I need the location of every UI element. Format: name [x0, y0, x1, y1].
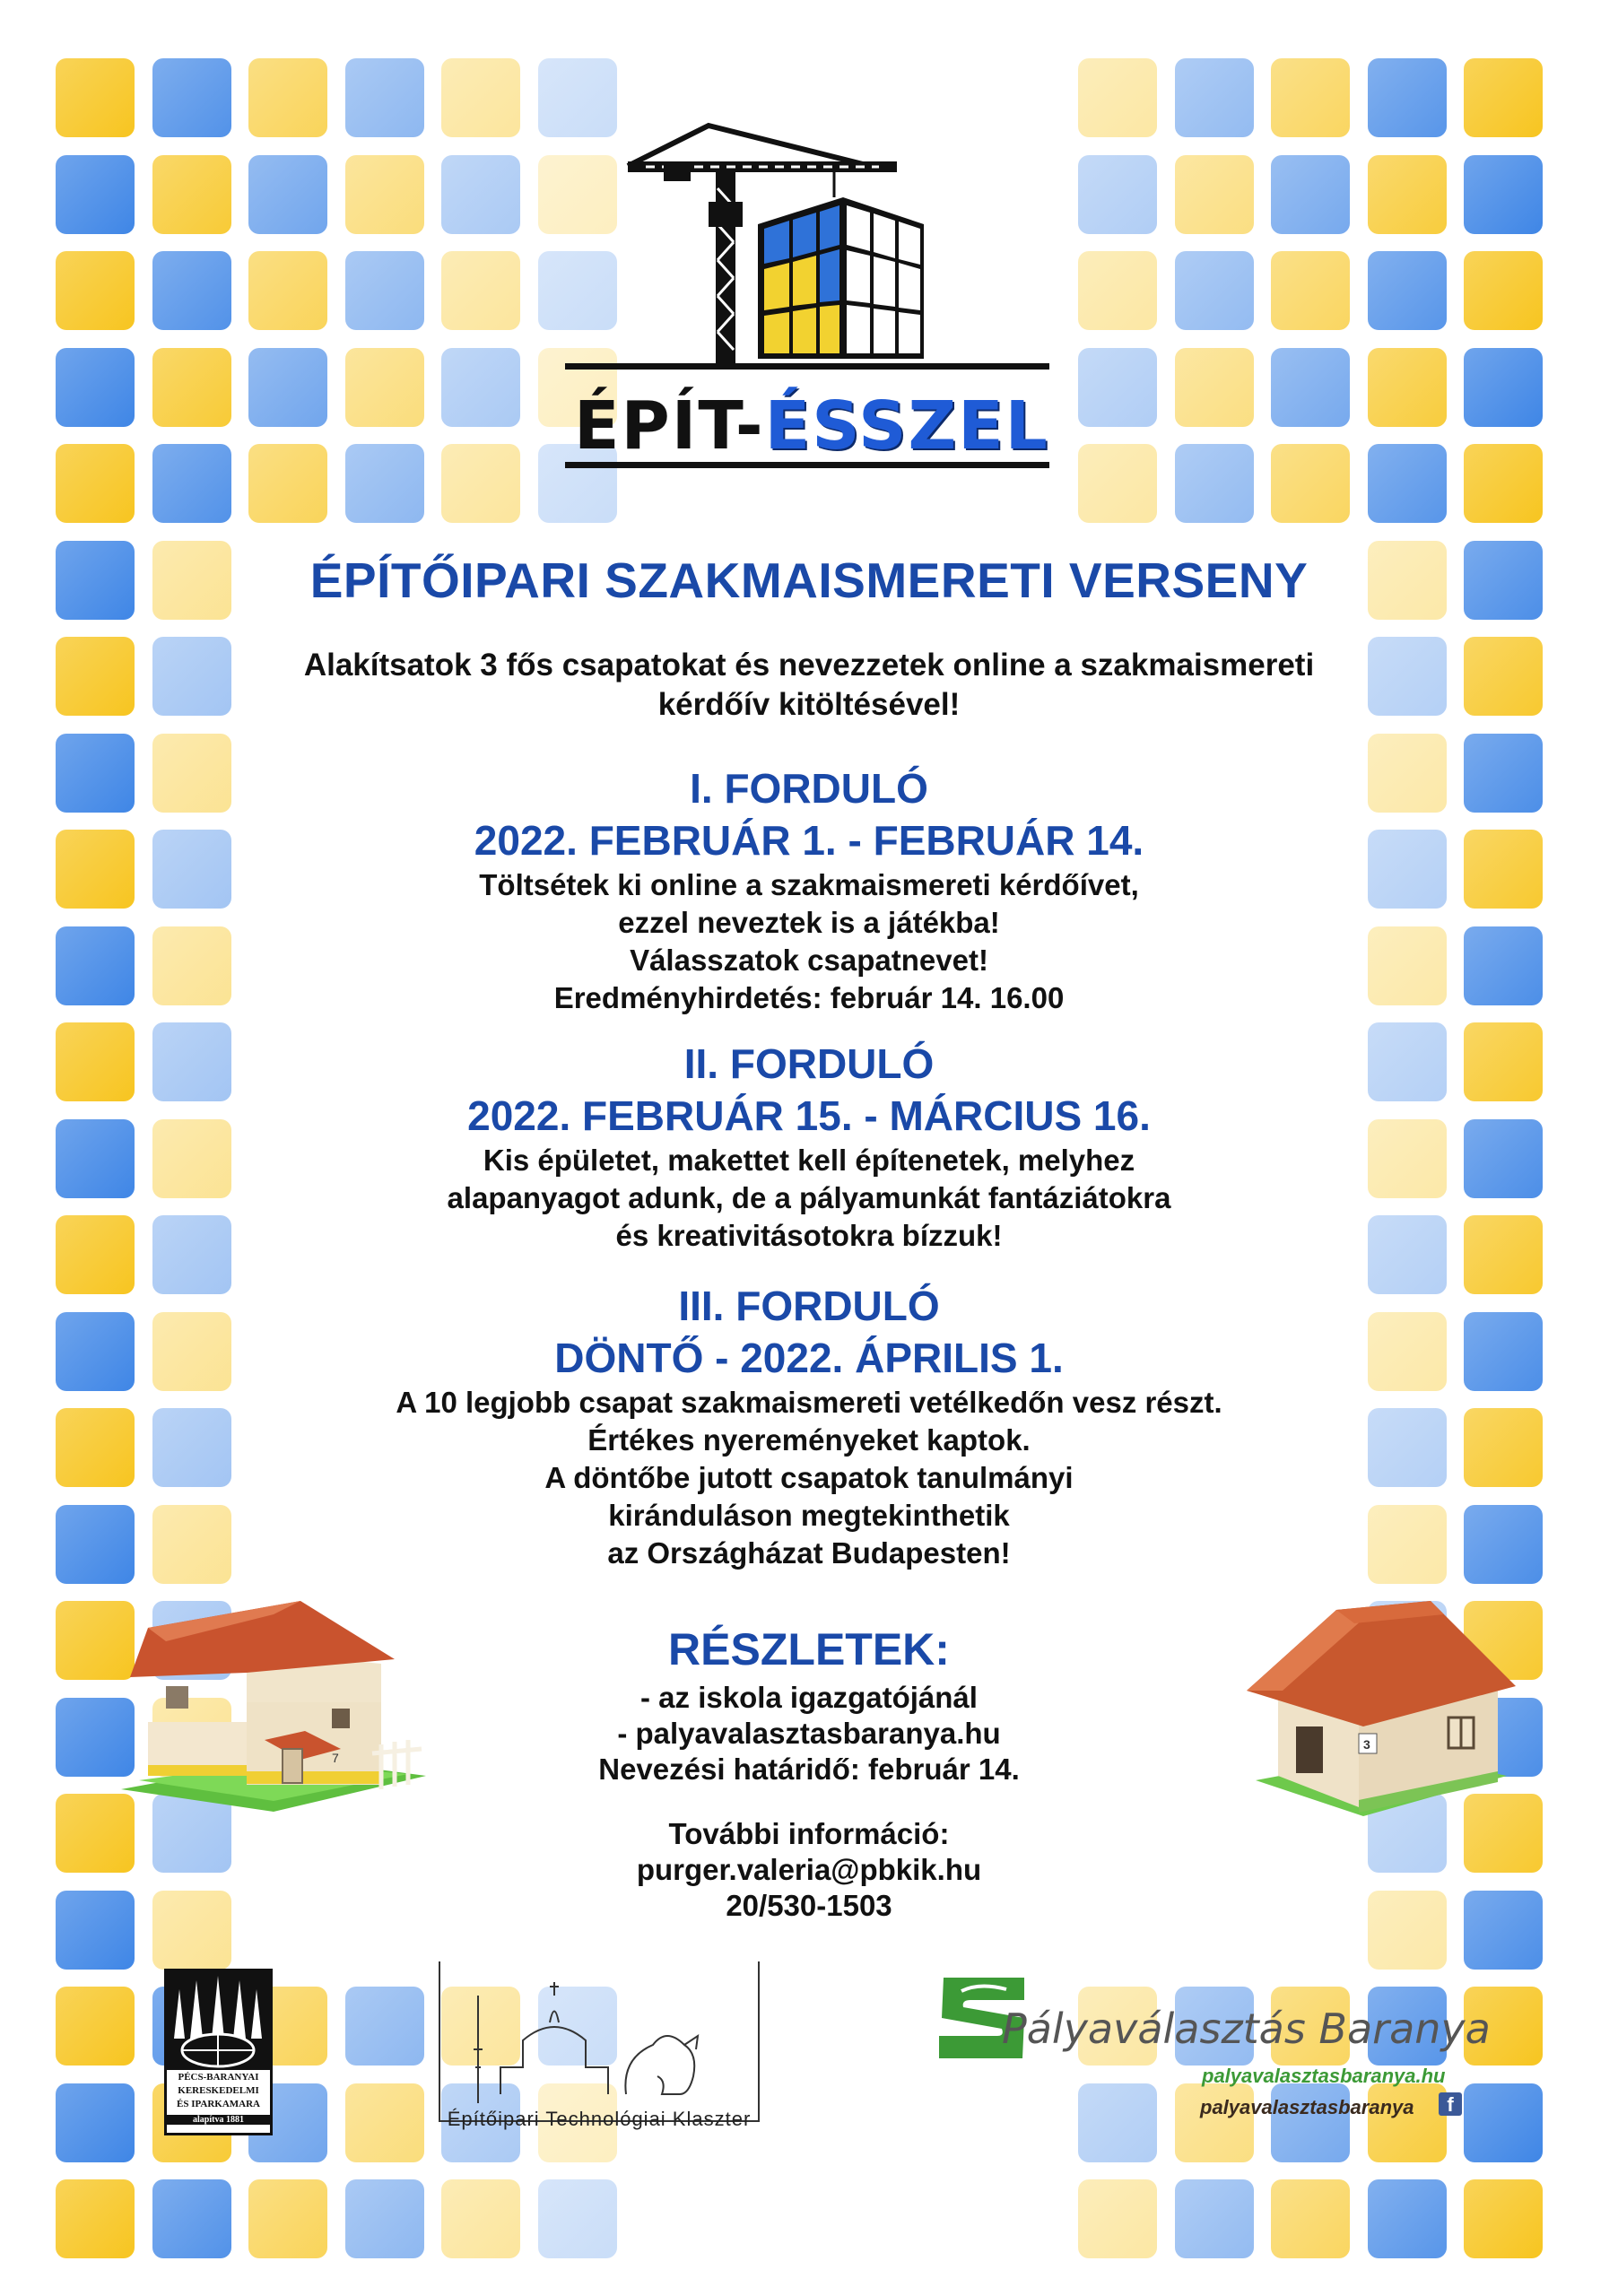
round-1-title: I. FORDULÓ — [690, 765, 928, 812]
round-1-line-4: Eredményhirdetés: február 14. 16.00 — [553, 981, 1065, 1014]
contact-email[interactable]: purger.valeria@pbkik.hu — [636, 1853, 982, 1886]
chamber-founded: alapítva 1881 — [167, 2115, 270, 2125]
round-1-dates: 2022. FEBRUÁR 1. - FEBRUÁR 14. — [474, 817, 1144, 864]
round-1-line-1-post: a szakmaismereti kérdőívet, — [737, 868, 1139, 901]
palyavalasztas-facebook-link[interactable]: palyavalasztasbaranya — [1200, 2096, 1414, 2118]
intro-line-2: kérdőív kitöltésével! — [657, 687, 961, 722]
round-1-line-1-bold: online — [649, 868, 738, 901]
intro-line-1-pre: Alakítsatok 3 fős csapatokat és nevezzetek — [303, 648, 953, 683]
round-3-line-1: A 10 legjobb csapat szakmaismereti vetélkedőn vesz részt. — [396, 1386, 1222, 1419]
palyavalasztas-name: Pályaválasztás Baranya — [1002, 2005, 1491, 2053]
details-heading: RÉSZLETEK: — [668, 1624, 950, 1674]
contact-info — [269, 1816, 1349, 1924]
round-3-line-4: kiránduláson megtekinthetik — [608, 1499, 1010, 1532]
round-2 — [269, 1038, 1349, 1255]
round-3 — [269, 1280, 1349, 1572]
chamber-line-1: PÉCS-BARANYAI — [178, 2072, 259, 2083]
house-right-number: 3 — [1363, 1737, 1370, 1752]
details-list — [269, 1680, 1349, 1787]
logo-text-part1: ÉPÍT- — [574, 387, 765, 465]
round-1-line-2: ezzel neveztek is a játékba! — [618, 906, 1000, 939]
round-2-line-3: és kreativitásotokra bízzuk! — [615, 1219, 1003, 1252]
details-link[interactable]: - palyavalasztasbaranya.hu — [617, 1717, 1001, 1750]
round-3-line-5: az Országházat Budapesten! — [607, 1536, 1011, 1570]
contact-label: További információ: — [668, 1817, 950, 1850]
round-3-title: III. FORDULÓ — [678, 1283, 940, 1329]
chamber-logo — [164, 1969, 273, 2135]
logo-wordmark — [574, 387, 1049, 465]
round-2-line-1: Kis épületet, makettet kell építenetek, melyhez — [483, 1144, 1135, 1177]
cluster-logo-icon — [438, 1960, 761, 2126]
details-line-3: Nevezési határidő: február 14. — [598, 1752, 1020, 1786]
logo-text-part2: ÉSSZEL — [764, 387, 1049, 465]
contact-phone: 20/530-1503 — [726, 1889, 892, 1922]
round-2-dates: 2022. FEBRUÁR 15. - MÁRCIUS 16. — [467, 1092, 1151, 1139]
cluster-name: Építőipari Technológiai Klaszter — [447, 2108, 752, 2130]
round-3-line-3: A döntőbe jutott csapatok tanulmányi — [544, 1461, 1074, 1494]
intro-line-1-bold: online — [953, 648, 1046, 683]
chamber-line-3: ÉS IPARKAMARA — [177, 2099, 260, 2109]
round-2-line-2: alapanyagot adunk, de a pályamunkát fantáziátokra — [447, 1181, 1171, 1214]
round-1-line-3: Válasszatok csapatnevet! — [630, 944, 988, 977]
round-2-title: II. FORDULÓ — [683, 1040, 935, 1087]
intro-line-1-post: a szakmaismereti — [1045, 648, 1315, 683]
round-3-line-2: Értékes nyereményeket kaptok. — [587, 1423, 1031, 1457]
palyavalasztas-web-link[interactable]: palyavalasztasbaranya.hu — [1202, 2065, 1446, 2087]
page-title: ÉPÍTŐIPARI SZAKMAISMERETI VERSENY — [309, 552, 1309, 608]
round-1-line-1-pre: Töltsétek ki — [479, 868, 650, 901]
facebook-icon[interactable]: f — [1439, 2092, 1462, 2116]
chamber-line-2: KERESKEDELMI — [178, 2085, 259, 2096]
round-1-line-1 — [269, 866, 1349, 904]
details-line-1: - az iskola igazgatójánál — [640, 1681, 978, 1714]
intro-line-1 — [269, 646, 1349, 685]
intro-text — [269, 646, 1349, 725]
house-left-number: 7 — [332, 1751, 339, 1765]
round-3-dates: DÖNTŐ - 2022. ÁPRILIS 1. — [554, 1335, 1064, 1381]
round-1 — [269, 762, 1349, 1017]
chamber-emblem-icon — [167, 1971, 270, 2070]
